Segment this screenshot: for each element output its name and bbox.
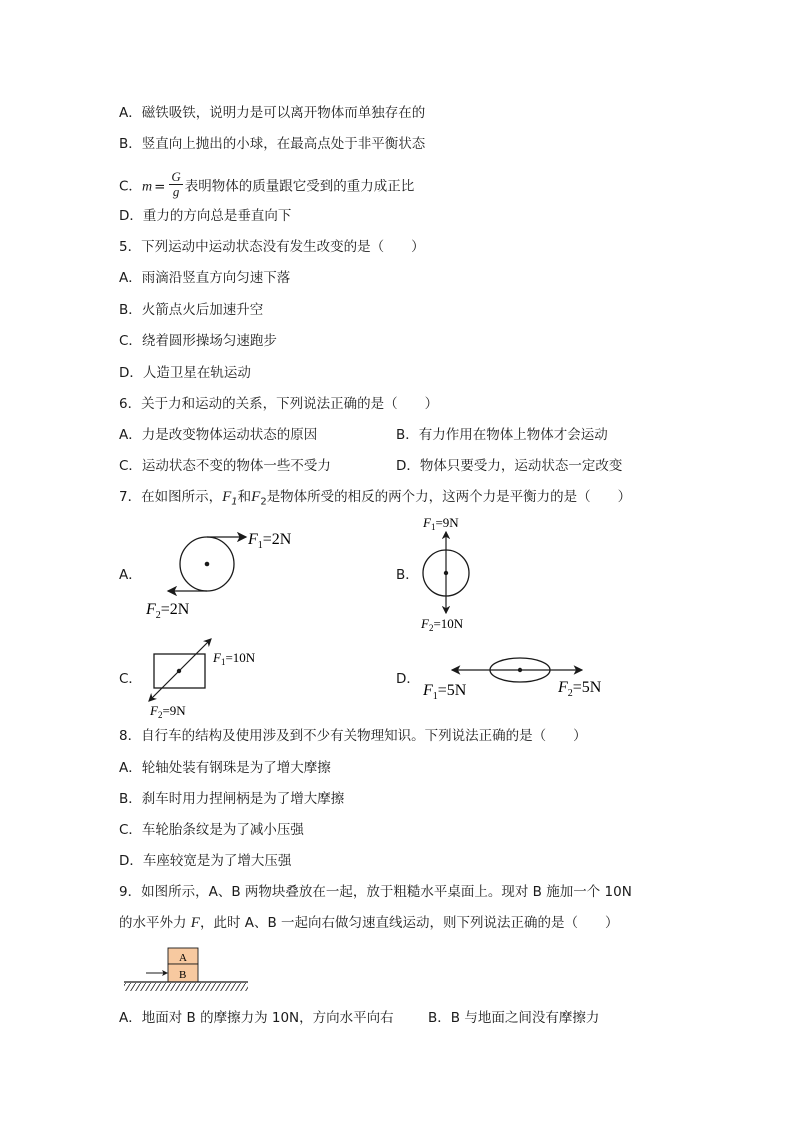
q4-option-c-label: C． [119,178,142,195]
equals-sign: = [154,178,166,195]
q9-line2-post: ，此时 A、B 一起向右做匀速直线运动，则下列说法正确的是（ ） [199,915,619,931]
q5-option-a: A．雨滴沿竖直方向匀速下落 [119,270,291,286]
q8-option-a: A．轮轴处装有钢珠是为了增大摩擦 [119,760,331,776]
q4-option-b: B．竖直向上抛出的小球，在最高点处于非平衡状态 [119,136,426,152]
g-over-g-fraction [169,170,182,199]
q8-option-b: B．刹车时用力捏闸柄是为了增大摩擦 [119,791,345,807]
f2-symbol: F [251,489,261,505]
q4-option-d: D．重力的方向总是垂直向下 [119,208,292,224]
f1-label: $F_1=9N$ [423,515,459,532]
force-f-symbol: F [190,915,200,931]
block-b-label: B [179,969,187,981]
q4-option-c [119,169,415,201]
f1-label: $F_1=2N$ [248,531,292,551]
q9-option-b: B．B 与地面之间没有摩擦力 [428,1010,600,1026]
f2-label: $F_2=10N$ [421,616,464,633]
f1-arrow [179,639,211,671]
q9-line2-pre: 的水平外力 [119,915,191,931]
q5-option-c: C．绕着圆形操场匀速跑步 [119,333,277,349]
q7-and: 和 [237,489,252,505]
q4-option-a: A．磁铁吸铁，说明力是可以离开物体而单独存在的 [119,105,426,121]
q6-stem: 6．关于力和运动的关系，下列说法正确的是（ ） [119,396,439,412]
q9-option-a: A．地面对 B 的摩擦力为 10N，方向水平向右 [119,1010,394,1026]
q4-option-c-text: 表明物体的质量跟它受到的重力成正比 [184,178,415,195]
figure-b-circle [415,514,505,634]
q8-option-d: D．车座较宽是为了增大压强 [119,853,292,869]
q7-stem [119,488,631,512]
fraction-numerator: G [171,169,181,184]
f2-label: $F_2=5N$ [558,679,602,699]
q5-option-d: D．人造卫星在轨运动 [119,365,251,381]
q6-option-c: C．运动状态不变的物体一些不受力 [119,458,331,474]
q5-stem: 5．下列运动中运动状态没有发生改变的是（ ） [119,239,425,255]
q6-option-d: D．物体只要受力，运动状态一定改变 [396,458,623,474]
center-point [205,562,210,567]
q9-stem-line2 [119,914,619,932]
f2-label: $F_2=9N$ [150,703,186,720]
f1-symbol: F [222,489,232,505]
f1-subscript: 1 [231,496,238,508]
stacked-blocks-figure [120,944,255,996]
figure-d-ellipse [420,650,620,702]
block-a-label: A [179,952,187,964]
q7-option-d-label: D． [396,671,420,687]
q6-option-a: A．力是改变物体运动状态的原因 [119,427,318,443]
ground-hatching [124,983,248,991]
q8-option-c: C．车轮胎条纹是为了减小压强 [119,822,304,838]
fraction-denominator: g [172,184,180,199]
f1-label: $F_1=5N$ [423,682,467,702]
q9-stem-line1: 9．如图所示，A、B 两物块叠放在一起，放于粗糙水平桌面上。现对 B 施加一个 10N [119,884,632,900]
q8-stem: 8．自行车的结构及使用涉及到不少有关物理知识。下列说法正确的是（ ） [119,728,587,744]
q7-option-a-label: A． [119,567,142,583]
q7-option-b-label: B． [396,567,419,583]
q6-option-b: B．有力作用在物体上物体才会运动 [396,427,608,443]
q7-stem-post: 是物体所受的相反的两个力，这两个力是平衡力的是（ ） [266,489,632,505]
figure-c-rectangle [140,634,280,724]
q7-stem-pre: 7．在如图所示， [119,489,223,505]
mass-symbol: m [141,179,153,195]
f2-label: $F_2=2N$ [146,601,190,621]
f1-label: $F_1=10N$ [213,650,256,667]
figure-a-circle [138,522,308,622]
f2-subscript: 2 [260,496,267,508]
q7-option-c-label: C． [119,671,142,687]
q5-option-b: B．火箭点火后加速升空 [119,302,264,318]
